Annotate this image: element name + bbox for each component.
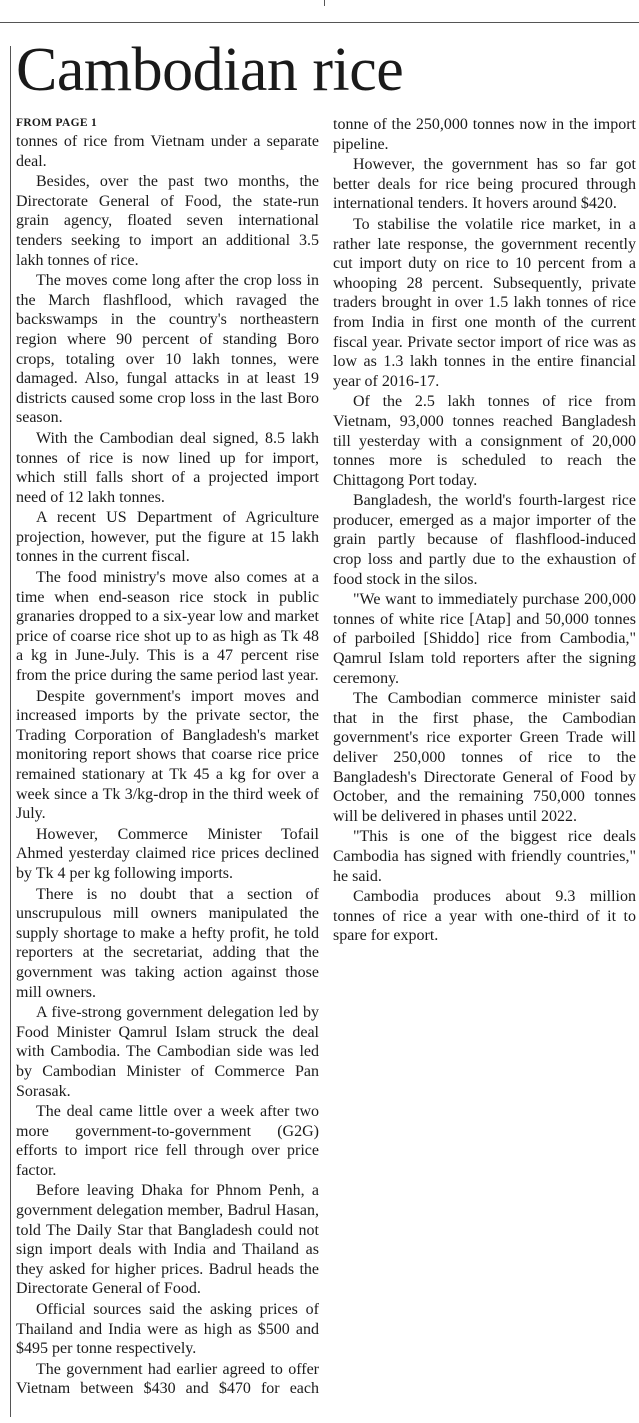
article-paragraph: The deal came little over a week after two more government-to-government (G2G) efforts to import rice fell through over price factor. [16,1103,319,1179]
article-paragraph: The Cambodian commerce minister said that in the first phase, the Cambodian government's rice exporter Green Trade will deliver 250,000 tonnes of rice to the Bangladesh's Directorate General of Food by October, and the remaining 750,000 tonnes will be delivered in phases until 2022. [333,690,636,825]
top-column-tick [324,0,325,6]
article-paragraph: tonnes of rice from Vietnam under a separate deal. [16,133,319,170]
article-paragraph: A five-strong government delegation led by Food Minister Qamrul Islam struck the deal with Cambodia. The Cambodian side was led by Cambodian Minister of Commerce Pan Sorasak. [16,1004,319,1100]
article-paragraph: "This is one of the biggest rice deals Cambodia has signed with friendly countries," he said. [333,828,636,885]
top-rule [0,22,639,23]
continuation-kicker: FROM PAGE 1 [16,117,98,129]
article-paragraph: The moves come long after the crop loss in the March flashflood, which ravaged the backswamps in the country's northeastern region where 90 percent of standing Boro crops, totaling over 10 lakh tonnes, were damaged. Also, fungal attacks in at least 19 districts caused some crop loss in the last Boro season. [16,272,319,427]
article-paragraph: "We want to immediately purchase 200,000 tonnes of white rice [Atap] and 50,000 tonnes of parboiled [Shiddo] rice from Cambodia," Qamrul Islam told reporters after the signing ceremony. [333,591,636,687]
article-paragraph: Bangladesh, the world's fourth-largest rice producer, emerged as a major importer of the grain partly because of flashflood-induced crop loss and partly due to the exhaustion of food stock in the silos. [333,492,636,588]
article-paragraph: However, the government has so far got better deals for rice being procured through international tenders. It hovers around $420. [333,156,636,213]
article-paragraph: With the Cambodian deal signed, 8.5 lakh tonnes of rice is now lined up for import, which still falls short of a projected import need of 12 lakh tonnes. [16,429,319,506]
article-paragraph: The government had earlier agreed to offer Vietnam between $430 and $470 for each tonne of the 250,000 tonnes now in the import pipeline. [16,116,636,1398]
article-paragraph: The food ministry's move also comes at a time when end-season rice stock in public granaries dropped to a six-year low and market price of coarse rice shot up to as high as Tk 48 a kg in June-July. This is a 47 percent rise from the price during the same period last year. [16,569,319,685]
article-paragraph: Of the 2.5 lakh tonnes of rice from Vietnam, 93,000 tonnes reached Bangladesh till yesterday with a consignment of 20,000 tonnes more is scheduled to reach the Chittagong Port today. [333,393,636,489]
left-column-rule [10,46,11,1417]
article-paragraph: Before leaving Dhaka for Phnom Penh, a government delegation member, Badrul Hasan, told The Daily Star that Bangladesh could not sign import deals with India and Thailand as they asked for higher prices. Badrul heads the Directorate General of Food. [16,1182,319,1298]
article-paragraph: However, Commerce Minister Tofail Ahmed yesterday claimed rice prices declined by Tk 4 per kg following imports. [16,825,319,882]
article-paragraph: Despite government's import moves and increased imports by the private sector, the Trading Corporation of Bangladesh's market monitoring report shows that coarse rice price remained stationary at Tk 45 a kg for over a week since a Tk 3/kg-drop in the third week of July. [16,687,319,823]
article-paragraph: To stabilise the volatile rice market, in a rather late response, the government recently cut import duty on rice to 10 percent from a whooping 28 percent. Subsequently, private traders brought in over 1.5 lakh tonnes of rice from India in first one month of the current fiscal year. Private sector import of rice was as low as 1.3 lakh tonnes in the entire financial year of 2016-17. [333,215,636,390]
article-body [16,115,636,1420]
article-paragraph: Cambodia produces about 9.3 million tonnes of rice a year with one-third of it to spare for export. [333,888,636,945]
article-paragraph: A recent US Department of Agriculture projection, however, put the figure at 15 lakh tonnes in the current fiscal. [16,509,319,566]
article-headline: Cambodian rice [16,36,404,104]
article-paragraph: Official sources said the asking prices of Thailand and India were as high as $500 and $495 per tonne respectively. [16,1301,319,1358]
article-paragraph: There is no doubt that a section of unscrupulous mill owners manipulated the supply shortage to make a hefty profit, he told reporters at the secretariat, adding that the government was taking action against those mill owners. [16,885,319,1001]
article-paragraph: Besides, over the past two months, the Directorate General of Food, the state-run grain agency, floated seven international tenders seeking to import an additional 3.5 lakh tonnes of rice. [16,173,319,269]
